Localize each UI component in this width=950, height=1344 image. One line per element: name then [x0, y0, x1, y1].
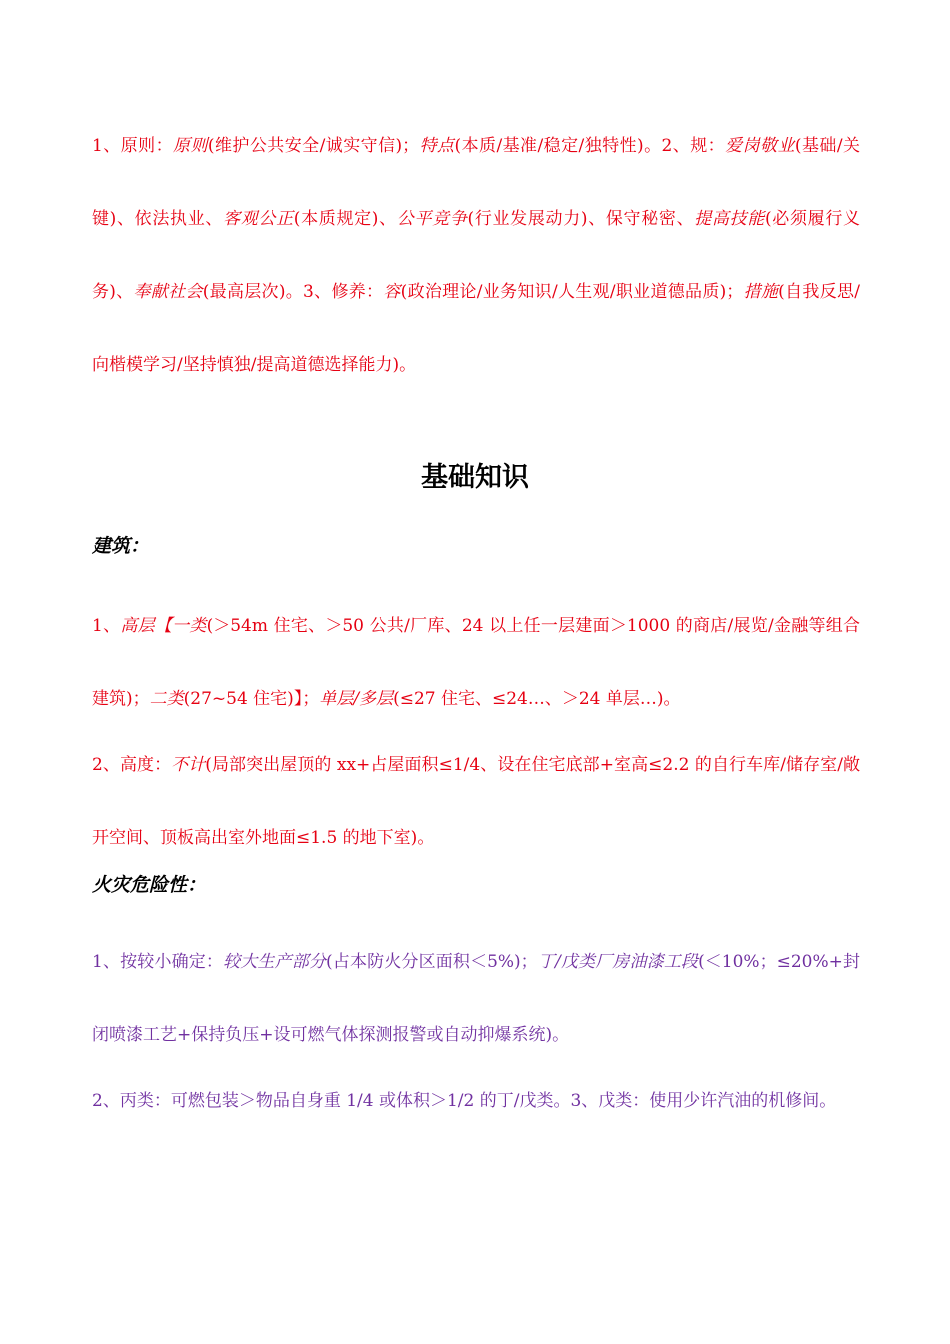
highlight-term: 不计: [171, 755, 206, 775]
ethics-paragraph: [92, 110, 860, 402]
highlight-term: 爱岗敬业: [725, 136, 795, 156]
text-run: (必须履行义务)、: [92, 209, 861, 302]
text-run: (基础/关键)、依法执业、: [92, 136, 861, 229]
highlight-term: 客观公正: [223, 209, 294, 229]
text-run: (本质规定)、: [293, 209, 397, 229]
highlight-term: 提高技能: [694, 209, 765, 229]
highlight-term: 特点: [419, 136, 455, 156]
text-run: (＜10%；≤20%+封闭喷漆工艺+保持负压+设可燃气体探测报警或自动抑爆系统)。: [92, 952, 861, 1045]
highlight-term: 二类: [149, 689, 184, 709]
highlight-term: 措施: [743, 282, 779, 302]
building-heading: 建筑：: [92, 535, 150, 557]
text-run: (政治理论/业务知识/人生观/职业道德品质)；: [400, 282, 744, 302]
text-run: (占本防火分区面积＜5%)；: [326, 952, 538, 972]
fire-hazard-paragraph-2: 2、丙类：可燃包装＞物品自身重 1/4 或体积＞1/2 的丁/戊类。3、戊类：使用少许汽油的机修间。: [92, 1091, 837, 1111]
building-height-paragraph: [92, 729, 860, 875]
text-run: 1、原则：: [92, 136, 174, 156]
section-title: 基础知识: [421, 462, 529, 493]
fire-hazard-heading: 火灾危险性：: [92, 874, 207, 896]
text-run: 2、高度：: [92, 755, 172, 775]
text-run: (≤27 住宅、≤24…、＞24 单层…)。: [393, 689, 681, 709]
text-run: 1、按较小确定：: [92, 952, 224, 972]
highlight-term: 丁/戊类厂房油漆工段: [537, 952, 699, 972]
text-run: (本质/基准/稳定/独特性)。2、规：: [454, 136, 726, 156]
highlight-term: 奉献社会: [133, 282, 203, 302]
text-run: (＞54m 住宅、＞50 公共/厂库、24 以上任一层建面＞1000 的商店/展览/金融等组合建筑)；: [92, 616, 860, 709]
text-run: 1、: [92, 616, 121, 636]
text-run: (自我反思/向楷模学习/坚持慎独/提高道德选择能力)。: [92, 282, 861, 375]
highlight-term: 单层/多层: [319, 689, 394, 709]
highlight-term: 高层【一类: [120, 616, 207, 636]
text-run: (行业发展动力)、保守秘密、: [467, 209, 695, 229]
fire-hazard-paragraph-1: [92, 926, 860, 1072]
text-run: (局部突出屋顶的 xx+占屋面积≤1/4、设在住宅底部+室高≤2.2 的自行车库/储存室/敞开空间、顶板高出室外地面≤1.5 的地下室)。: [92, 755, 860, 848]
text-run: (27~54 住宅)】；: [183, 689, 320, 709]
highlight-term: 原则: [173, 136, 208, 156]
highlight-term: 公平竞争: [396, 209, 468, 229]
highlight-term: 较大生产部分: [223, 952, 327, 972]
highlight-term: 容: [383, 282, 401, 302]
text-run: (维护公共安全/诚实守信)；: [207, 136, 420, 156]
text-run: (最高层次)。3、修养：: [202, 282, 384, 302]
building-classification-paragraph: [92, 590, 860, 736]
